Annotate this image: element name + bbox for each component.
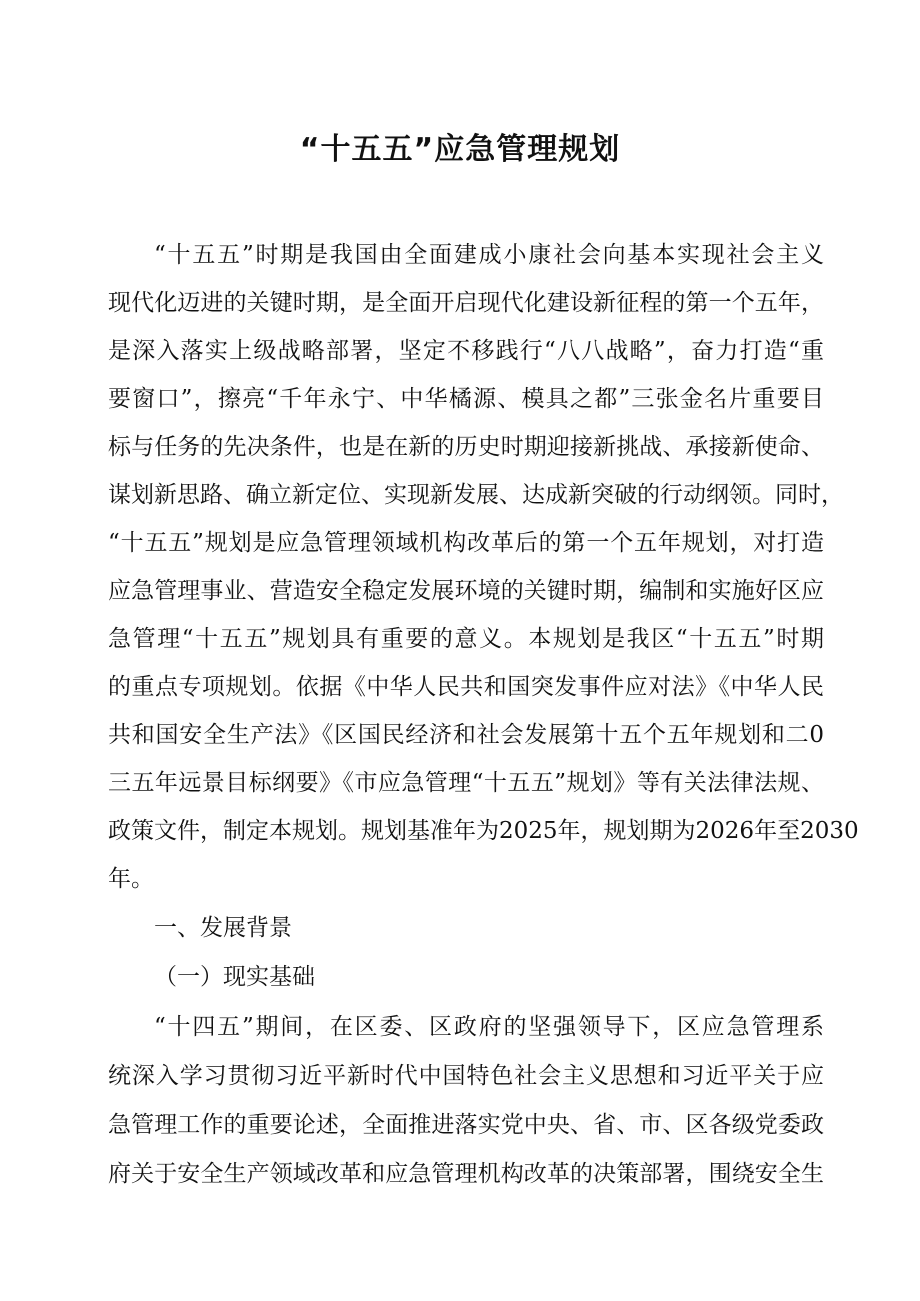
paragraph-line: “十四五”期间，在区委、区政府的坚强领导下，区应急管理系 bbox=[154, 1014, 824, 1040]
paragraph-line: “十五五”时期是我国由全面建成小康社会向基本实现社会主义 bbox=[154, 242, 824, 268]
paragraph-line: 的重点专项规划。依据《中华人民共和国突发事件应对法》《中华人民 bbox=[108, 674, 824, 700]
document-title: “十五五”应急管理规划 bbox=[299, 132, 621, 167]
paragraph-line: 标与任务的先决条件，也是在新的历史时期迎接新挑战、承接新使命、 bbox=[108, 434, 824, 460]
paragraph-line: 政策文件，制定本规划。规划基准年为2025年，规划期为2026年至2030 bbox=[108, 818, 859, 844]
paragraph-line: 现代化迈进的关键时期，是全面开启现代化建设新征程的第一个五年， bbox=[108, 290, 824, 316]
subsection-heading: （一）现实基础 bbox=[154, 964, 315, 990]
paragraph-line: 统深入学习贯彻习近平新时代中国特色社会主义思想和习近平关于应 bbox=[108, 1063, 824, 1089]
paragraph-line: 急管理工作的重要论述，全面推进落实党中央、省、市、区各级党委政 bbox=[108, 1112, 824, 1138]
paragraph-line: 年。 bbox=[108, 866, 154, 892]
paragraph-line: 共和国安全生产法》《区国民经济和社会发展第十五个五年规划和二0 bbox=[108, 722, 824, 748]
paragraph-line: 谋划新思路、确立新定位、实现新发展、达成新突破的行动纲领。同时， bbox=[108, 482, 844, 508]
paragraph-line: 是深入落实上级战略部署，坚定不移践行“八八战略”，奋力打造“重 bbox=[108, 338, 824, 364]
paragraph-line: “十五五”规划是应急管理领域机构改革后的第一个五年规划，对打造 bbox=[108, 530, 824, 556]
paragraph-line: 急管理“十五五”规划具有重要的意义。本规划是我区“十五五”时期 bbox=[108, 626, 824, 652]
paragraph-line: 要窗口”，擦亮“千年永宁、中华橘源、模具之都”三张金名片重要目 bbox=[108, 386, 824, 412]
paragraph-line: 三五年远景目标纲要》《市应急管理“十五五”规划》等有关法律法规、 bbox=[108, 770, 824, 796]
paragraph-line: 应急管理事业、营造安全稳定发展环境的关键时期，编制和实施好区应 bbox=[108, 578, 824, 604]
section-heading: 一、发展背景 bbox=[154, 915, 292, 941]
paragraph-line: 府关于安全生产领域改革和应急管理机构改革的决策部署，围绕安全生 bbox=[108, 1161, 824, 1187]
